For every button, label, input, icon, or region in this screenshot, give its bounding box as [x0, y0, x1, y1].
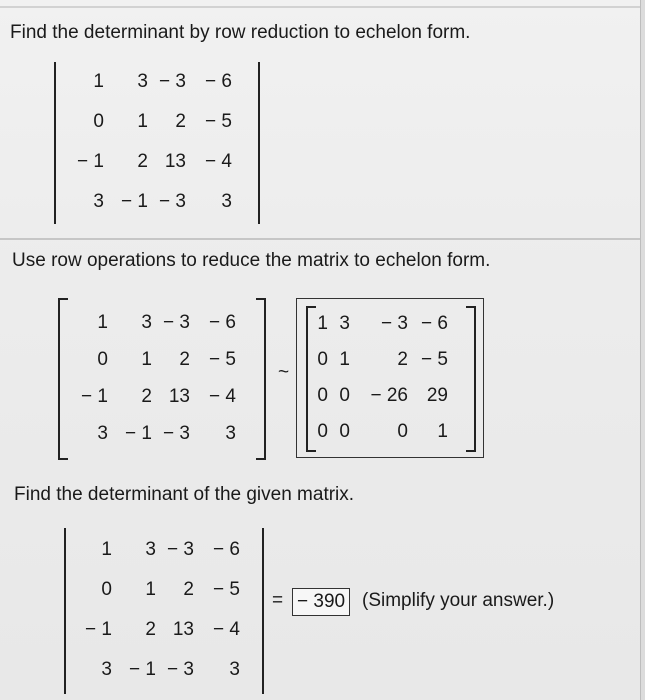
matrix-determinant [62, 62, 232, 222]
echelon-right-bracket [466, 306, 476, 452]
matrix-right-bracket [256, 298, 266, 460]
matrix-cell: 3 [137, 71, 148, 92]
matrix-cell: − 1 [77, 151, 104, 172]
matrix-cell: 0 [97, 349, 108, 370]
top-divider [0, 6, 640, 8]
matrix-cell: 3 [97, 423, 108, 444]
matrix-cell: − 5 [213, 579, 240, 600]
matrix-cell: 3 [339, 313, 350, 334]
matrix-cell: − 5 [205, 111, 232, 132]
matrix-cell: − 3 [381, 313, 408, 334]
matrix-cell: 13 [164, 151, 186, 172]
matrix-cell: 0 [317, 349, 328, 370]
question-title: Find the determinant by row reduction to echelon form. [10, 22, 471, 43]
matrix-cell: − 3 [167, 659, 194, 680]
matrix-cell: 1 [317, 313, 328, 334]
matrix-cell: 3 [141, 312, 152, 333]
matrix-cell: 2 [145, 619, 156, 640]
find-determinant-text: Find the determinant of the given matrix. [14, 484, 355, 505]
matrix-cell: 0 [397, 421, 408, 442]
section-divider-1 [0, 238, 640, 240]
matrix-cell: 0 [101, 579, 112, 600]
matrix-original [66, 304, 236, 452]
matrix-cell: − 4 [213, 619, 240, 640]
matrix-cell: 2 [183, 579, 194, 600]
matrix-cell: 2 [179, 349, 190, 370]
simplify-hint: (Simplify your answer.) [362, 590, 555, 611]
matrix-cell: − 3 [159, 191, 186, 212]
matrix-cell: 3 [229, 659, 240, 680]
matrix-cell: − 3 [167, 539, 194, 560]
matrix-cell: − 5 [421, 349, 448, 370]
matrix-cell: 2 [137, 151, 148, 172]
matrix-cell: 29 [426, 385, 448, 406]
equals-sign: = [272, 590, 284, 611]
matrix-determinant-final [70, 530, 240, 690]
matrix-cell: − 1 [81, 386, 108, 407]
matrix-cell: − 6 [421, 313, 448, 334]
matrix-cell: 1 [101, 539, 112, 560]
matrix-cell: − 4 [209, 386, 236, 407]
matrix-cell: 0 [93, 111, 104, 132]
matrix-cell: 3 [101, 659, 112, 680]
matrix-cell: − 3 [159, 71, 186, 92]
matrix-cell: 2 [397, 349, 408, 370]
matrix-cell: − 1 [129, 659, 156, 680]
matrix-echelon [310, 306, 448, 450]
matrix-cell: 1 [339, 349, 350, 370]
matrix-cell: 3 [221, 191, 232, 212]
matrix-cell: − 6 [205, 71, 232, 92]
matrix-cell: 0 [339, 385, 350, 406]
matrix-cell: − 4 [205, 151, 232, 172]
matrix-cell: − 26 [370, 385, 408, 406]
matrix-cell: − 1 [121, 191, 148, 212]
matrix-cell: 1 [437, 421, 448, 442]
matrix-cell: 1 [97, 312, 108, 333]
matrix-cell: 0 [317, 421, 328, 442]
matrix-cell: 1 [141, 349, 152, 370]
matrix-cell: 2 [175, 111, 186, 132]
matrix-cell: 0 [339, 421, 350, 442]
instruction-text: Use row operations to reduce the matrix to echelon form. [12, 250, 491, 271]
matrix-cell: − 5 [209, 349, 236, 370]
matrix-cell: 1 [93, 71, 104, 92]
matrix-cell: − 3 [163, 312, 190, 333]
matrix-cell: 3 [225, 423, 236, 444]
row-equivalent-symbol: ~ [278, 362, 290, 383]
det2-bar-left [64, 528, 66, 694]
matrix-cell: 3 [93, 191, 104, 212]
matrix-cell: 2 [141, 386, 152, 407]
det2-bar-right [262, 528, 264, 694]
matrix-cell: − 1 [125, 423, 152, 444]
matrix-cell: 13 [172, 619, 194, 640]
matrix-cell: − 3 [163, 423, 190, 444]
matrix-cell: 1 [145, 579, 156, 600]
matrix-cell: 0 [317, 385, 328, 406]
matrix-cell: − 1 [85, 619, 112, 640]
matrix-cell: 13 [168, 386, 190, 407]
matrix-cell: − 6 [209, 312, 236, 333]
det-bar-left [54, 62, 56, 224]
matrix-cell: 1 [137, 111, 148, 132]
determinant-answer-input[interactable]: − 390 [292, 588, 350, 616]
matrix-cell: 3 [145, 539, 156, 560]
det-bar-right [258, 62, 260, 224]
matrix-cell: − 6 [213, 539, 240, 560]
